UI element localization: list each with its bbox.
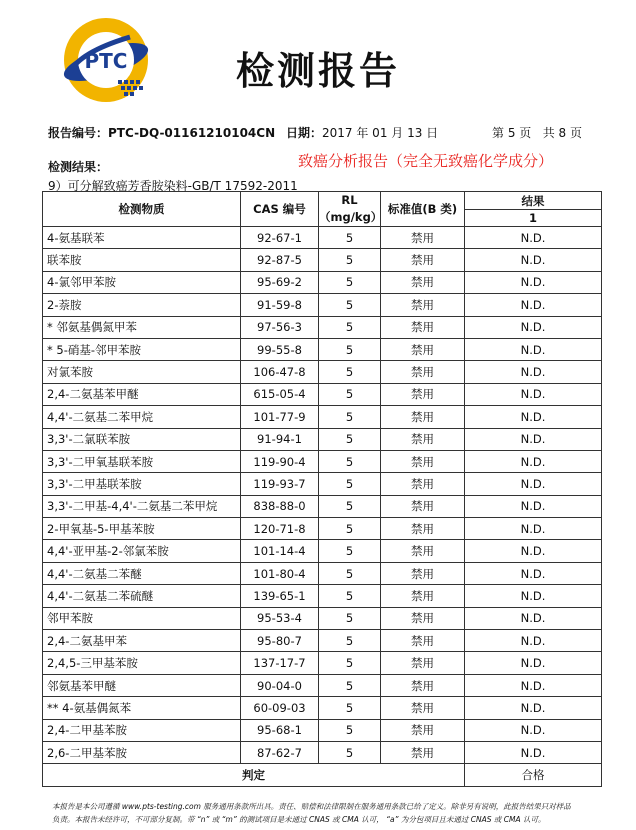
result-cell: N.D. (465, 406, 602, 428)
footer-line-1: 本报告是本公司遵循 www.pts-testing.com 服务通用条款所出具。责任、赔偿和法律限制在服务通用条款已给了定义。除非另有说明，此报告结果只对样品 (52, 802, 571, 811)
substance-cell: 4,4'-二氨基二苯硫醚 (43, 585, 241, 607)
results-table (42, 191, 602, 787)
table-row (43, 249, 602, 271)
rl-cell: 5 (319, 674, 381, 696)
limit-cell: 禁用 (381, 428, 465, 450)
cas-cell: 106-47-8 (241, 361, 319, 383)
limit-cell: 禁用 (381, 518, 465, 540)
limit-cell: 禁用 (381, 741, 465, 763)
page-total: 共 8 页 (542, 126, 582, 140)
cas-cell: 60-09-03 (241, 697, 319, 719)
page-title: 检测报告 (236, 48, 401, 93)
limit-cell: 禁用 (381, 316, 465, 338)
table-row (43, 562, 602, 584)
rl-cell: 5 (319, 562, 381, 584)
rl-cell: 5 (319, 249, 381, 271)
table-row (43, 495, 602, 517)
limit-cell: 禁用 (381, 697, 465, 719)
substance-cell: 邻氨基苯甲醚 (43, 674, 241, 696)
result-cell: N.D. (465, 607, 602, 629)
report-date (286, 124, 438, 141)
result-cell: N.D. (465, 338, 602, 360)
substance-cell: * 5-硝基-邻甲苯胺 (43, 338, 241, 360)
report-number (48, 124, 275, 141)
table-row (43, 674, 602, 696)
cas-cell: 838-88-0 (241, 495, 319, 517)
result-cell: N.D. (465, 428, 602, 450)
table-row (43, 406, 602, 428)
verdict-value: 合格 (465, 764, 602, 786)
header-rl-label: RL (341, 193, 358, 207)
cas-cell: 99-55-8 (241, 338, 319, 360)
table-row (43, 540, 602, 562)
substance-cell: 3,3'-二甲基-4,4'-二氨基二苯甲烷 (43, 495, 241, 517)
table-row (43, 450, 602, 472)
limit-cell: 禁用 (381, 406, 465, 428)
limit-cell: 禁用 (381, 719, 465, 741)
table-row (43, 652, 602, 674)
cas-cell: 92-67-1 (241, 227, 319, 249)
table-row (43, 271, 602, 293)
table-row (43, 585, 602, 607)
cas-cell: 95-69-2 (241, 271, 319, 293)
cas-cell: 90-04-0 (241, 674, 319, 696)
result-cell: N.D. (465, 652, 602, 674)
company-logo (60, 12, 155, 107)
rl-cell: 5 (319, 473, 381, 495)
result-cell: N.D. (465, 585, 602, 607)
header-substance: 检测物质 (43, 192, 241, 227)
cas-cell: 95-80-7 (241, 630, 319, 652)
rl-cell: 5 (319, 450, 381, 472)
rl-cell: 5 (319, 585, 381, 607)
result-cell: N.D. (465, 271, 602, 293)
result-cell: N.D. (465, 719, 602, 741)
table-row (43, 697, 602, 719)
table-row (43, 473, 602, 495)
result-cell: N.D. (465, 361, 602, 383)
substance-cell: 2-萘胺 (43, 294, 241, 316)
rl-cell: 5 (319, 428, 381, 450)
table-row (43, 227, 602, 249)
rl-cell: 5 (319, 518, 381, 540)
result-cell: N.D. (465, 518, 602, 540)
cas-cell: 119-90-4 (241, 450, 319, 472)
limit-cell: 禁用 (381, 383, 465, 405)
cas-cell: 95-68-1 (241, 719, 319, 741)
limit-cell: 禁用 (381, 540, 465, 562)
table-row (43, 316, 602, 338)
header-result: 结果 (465, 192, 602, 210)
substance-cell: * 邻氨基偶氮甲苯 (43, 316, 241, 338)
report-number-label: 报告编号： (48, 126, 109, 140)
rl-cell: 5 (319, 227, 381, 249)
substance-cell: 邻甲苯胺 (43, 607, 241, 629)
rl-cell: 5 (319, 652, 381, 674)
red-annotation: 致癌分析报告（完全无致癌化学成分） (298, 152, 554, 170)
cas-cell: 120-71-8 (241, 518, 319, 540)
rl-cell: 5 (319, 383, 381, 405)
rl-cell: 5 (319, 294, 381, 316)
table-row (43, 719, 602, 741)
table-row (43, 630, 602, 652)
header-rl-unit: （mg/kg） (319, 210, 383, 224)
limit-cell: 禁用 (381, 607, 465, 629)
rl-cell: 5 (319, 495, 381, 517)
result-cell: N.D. (465, 697, 602, 719)
rl-cell: 5 (319, 338, 381, 360)
table-row (43, 383, 602, 405)
page-number (492, 124, 582, 141)
rl-cell: 5 (319, 697, 381, 719)
footer-disclaimer (52, 800, 592, 826)
table-row (43, 741, 602, 763)
cas-cell: 119-93-7 (241, 473, 319, 495)
limit-cell: 禁用 (381, 249, 465, 271)
result-cell: N.D. (465, 294, 602, 316)
limit-cell: 禁用 (381, 338, 465, 360)
substance-cell: 联苯胺 (43, 249, 241, 271)
cas-cell: 91-59-8 (241, 294, 319, 316)
limit-cell: 禁用 (381, 450, 465, 472)
rl-cell: 5 (319, 741, 381, 763)
result-cell: N.D. (465, 249, 602, 271)
rl-cell: 5 (319, 540, 381, 562)
substance-cell: 4,4'-亚甲基-2-邻氯苯胺 (43, 540, 241, 562)
substance-cell: 3,3'-二甲氧基联苯胺 (43, 450, 241, 472)
limit-cell: 禁用 (381, 271, 465, 293)
table-row (43, 294, 602, 316)
substance-cell: ** 4-氨基偶氮苯 (43, 697, 241, 719)
result-cell: N.D. (465, 473, 602, 495)
report-number-value: PTC-DQ-01161210104CN (108, 126, 276, 140)
header-cas: CAS 编号 (241, 192, 319, 227)
rl-cell: 5 (319, 316, 381, 338)
limit-cell: 禁用 (381, 361, 465, 383)
limit-cell: 禁用 (381, 674, 465, 696)
substance-cell: 2,4-二甲基苯胺 (43, 719, 241, 741)
substance-cell: 2,4-二氨基苯甲醚 (43, 383, 241, 405)
test-subtitle: 9）可分解致癌芳香胺染料-GB/T 17592-2011 (48, 179, 298, 193)
result-cell: N.D. (465, 227, 602, 249)
verdict-label: 判定 (43, 764, 465, 786)
rl-cell: 5 (319, 361, 381, 383)
cas-cell: 95-53-4 (241, 607, 319, 629)
table-row (43, 607, 602, 629)
limit-cell: 禁用 (381, 585, 465, 607)
result-cell: N.D. (465, 450, 602, 472)
substance-cell: 2-甲氧基-5-甲基苯胺 (43, 518, 241, 540)
cas-cell: 91-94-1 (241, 428, 319, 450)
cas-cell: 92-87-5 (241, 249, 319, 271)
substance-cell: 4-氯邻甲苯胺 (43, 271, 241, 293)
substance-cell: 2,4-二氨基甲苯 (43, 630, 241, 652)
cas-cell: 87-62-7 (241, 741, 319, 763)
result-cell: N.D. (465, 316, 602, 338)
result-cell: N.D. (465, 674, 602, 696)
logo-text: PTC (84, 49, 128, 73)
result-cell: N.D. (465, 630, 602, 652)
header-rl (319, 192, 381, 227)
result-cell: N.D. (465, 540, 602, 562)
rl-cell: 5 (319, 719, 381, 741)
report-date-value: 2017 年 01 月 13 日 (322, 126, 439, 140)
header-limit: 标准值(B 类) (381, 192, 465, 227)
result-cell: N.D. (465, 562, 602, 584)
substance-cell: 对氯苯胺 (43, 361, 241, 383)
header-result-no: 1 (465, 210, 602, 227)
cas-cell: 101-14-4 (241, 540, 319, 562)
table-row (43, 428, 602, 450)
rl-cell: 5 (319, 607, 381, 629)
page-current: 第 5 页 (492, 126, 532, 140)
table-row (43, 338, 602, 360)
result-cell: N.D. (465, 741, 602, 763)
limit-cell: 禁用 (381, 227, 465, 249)
table-row (43, 361, 602, 383)
substance-cell: 3,3'-二甲基联苯胺 (43, 473, 241, 495)
section-title: 检测结果： (48, 160, 109, 174)
footer-line-2: 负责。本报告未经许可，不可部分复制。带 “n” 或 “m” 的测试项目是未通过 CNAS 或 CMA 认可， “a” 为分包项目且未通过 CNAS 或 CMA 认可。 (52, 815, 546, 824)
limit-cell: 禁用 (381, 294, 465, 316)
result-cell: N.D. (465, 383, 602, 405)
cas-cell: 615-05-4 (241, 383, 319, 405)
substance-cell: 2,6-二甲基苯胺 (43, 741, 241, 763)
cas-cell: 97-56-3 (241, 316, 319, 338)
substance-cell: 3,3'-二氯联苯胺 (43, 428, 241, 450)
cas-cell: 137-17-7 (241, 652, 319, 674)
cas-cell: 101-77-9 (241, 406, 319, 428)
table-row (43, 518, 602, 540)
substance-cell: 4-氨基联苯 (43, 227, 241, 249)
rl-cell: 5 (319, 271, 381, 293)
substance-cell: 2,4,5-三甲基苯胺 (43, 652, 241, 674)
cas-cell: 101-80-4 (241, 562, 319, 584)
cas-cell: 139-65-1 (241, 585, 319, 607)
substance-cell: 4,4'-二氨基二苯醚 (43, 562, 241, 584)
limit-cell: 禁用 (381, 562, 465, 584)
limit-cell: 禁用 (381, 473, 465, 495)
limit-cell: 禁用 (381, 630, 465, 652)
report-date-label: 日期： (286, 126, 323, 140)
result-cell: N.D. (465, 495, 602, 517)
limit-cell: 禁用 (381, 652, 465, 674)
substance-cell: 4,4'-二氨基二苯甲烷 (43, 406, 241, 428)
limit-cell: 禁用 (381, 495, 465, 517)
rl-cell: 5 (319, 406, 381, 428)
rl-cell: 5 (319, 630, 381, 652)
